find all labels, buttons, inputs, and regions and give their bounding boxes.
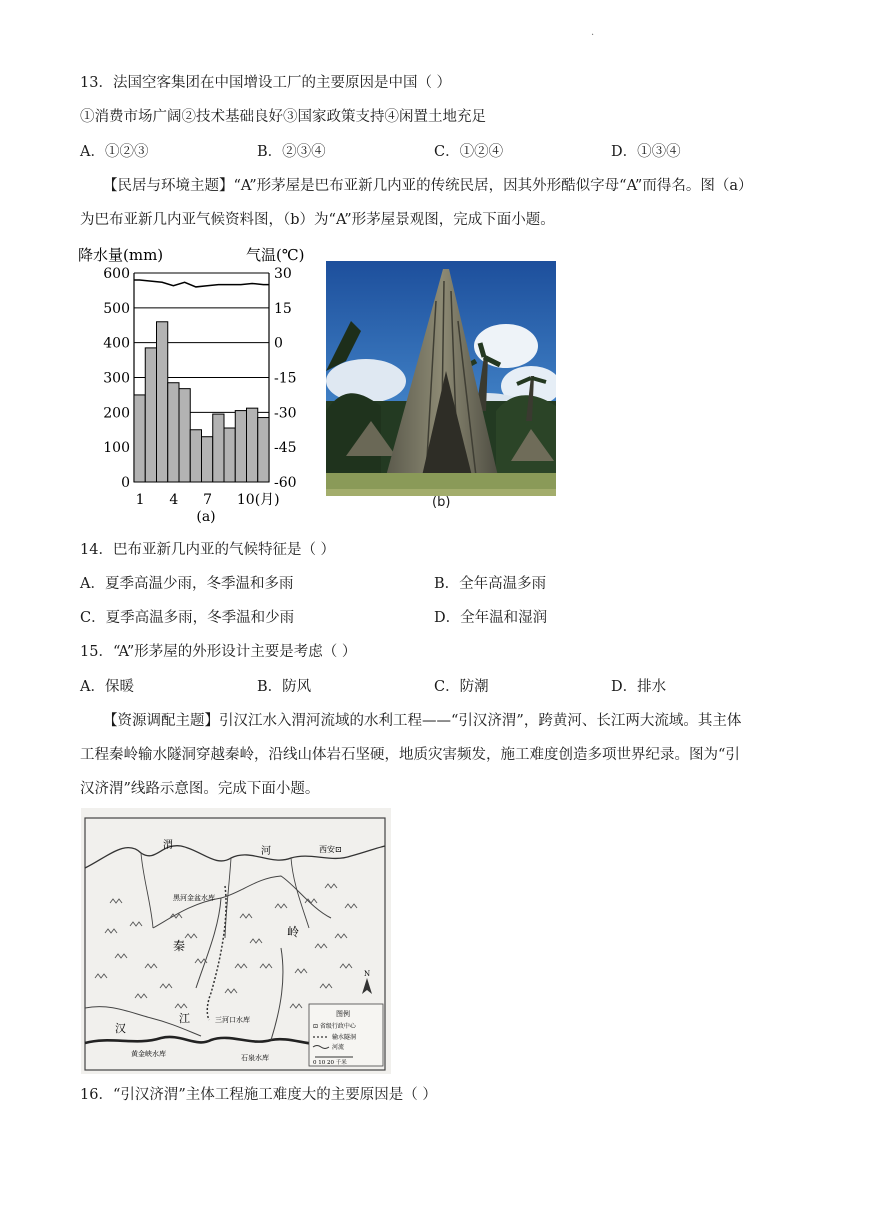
q15-option-b[interactable]: B．防风 [257,679,312,695]
left-tick-label: 0 [121,475,130,491]
q15-stem: 15．“A”形茅屋的外形设计主要是考虑（ ） [80,644,357,660]
right-tick-label: -15 [274,370,297,387]
q14-stem: 14．巴布亚新几内亚的气候特征是（ ） [80,542,336,558]
reservoir-heihe: 黑河金盆水库 [173,894,215,902]
photo-caption: (b) [432,495,451,510]
left-tick-label: 600 [103,266,130,282]
a-frame-hut-photo [326,261,556,496]
passage1-line1: 【民居与环境主题】“A”形茅屋是巴布亚新几内亚的传统民居，因其外形酷似字母“A”而得名。图（a） [103,178,753,194]
north-label: N [364,970,371,978]
q14-option-b[interactable]: B．全年高温多雨 [434,576,547,592]
q14-option-a[interactable]: A．夏季高温少雨，冬季温和多雨 [80,576,294,592]
left-tick-label: 100 [103,440,130,457]
legend-capital: ⊡ 省级行政中心 [313,1023,356,1030]
precip-bar [224,428,235,482]
han-label: 汉 [115,1022,126,1035]
reservoir-shiquan: 石泉水库 [241,1054,269,1062]
passage2-line1: 【资源调配主题】引汉江水入渭河流域的水利工程——“引汉济渭”，跨黄河、长江两大流域。其主体 [103,713,742,729]
left-tick-label: 400 [103,335,130,352]
passage2-line3: 汉济渭”线路示意图。完成下面小题。 [80,781,320,797]
left-tick-label: 500 [103,300,130,317]
precip-bar [247,408,258,482]
q15-option-a[interactable]: A．保暖 [80,679,134,695]
right-tick-label: -30 [274,405,297,422]
precip-bar [235,411,246,482]
right-tick-label: 15 [274,300,292,317]
month-tick-label: 10(月) [236,492,280,508]
right-tick-label: 30 [274,266,292,282]
temp-axis-label: 气温(℃) [246,246,305,264]
reservoir-huangjinxia: 黄金峡水库 [131,1050,166,1058]
q13-option-c[interactable]: C．①②④ [434,144,504,160]
q13-option-d[interactable]: D．①③④ [611,144,681,160]
jiang-label: 江 [179,1012,190,1025]
q13-option-a[interactable]: A．①②③ [80,144,149,160]
xian-label: 西安⊡ [319,845,342,854]
q13-stem: 13．法国空客集团在中国增设工厂的主要原因是中国（ ） [80,75,452,91]
q15-option-d[interactable]: D．排水 [611,679,667,695]
ling-label: 岭 [287,925,300,939]
q13-option-b[interactable]: B．②③④ [257,144,326,160]
right-tick-label: 0 [274,335,283,352]
month-tick-label: 4 [169,492,179,508]
left-tick-label: 300 [103,370,130,387]
route-map [81,808,391,1074]
right-tick-label: -60 [274,475,297,491]
precip-bar [190,430,201,482]
precip-bar [202,437,213,482]
passage2-line2: 工程秦岭输水隧洞穿越秦岭，沿线山体岩石坚硬，地质灾害频发，施工难度创造多项世界纪录。图为“引 [80,747,740,763]
legend-river: 河流 [332,1044,345,1051]
precip-axis-label: 降水量(mm) [78,246,164,264]
precip-bar [213,414,224,482]
precip-bar [258,418,269,482]
temperature-line [134,280,269,287]
precip-bar [134,395,145,482]
passage1-line2: 为巴布亚新几内亚气候资料图，（b）为“A”形茅屋景观图，完成下面小题。 [80,212,555,228]
precip-bar [157,322,168,482]
reservoir-sanhekou: 三河口水库 [215,1016,250,1024]
legend-tunnel: 输水隧洞 [332,1034,357,1041]
q14-option-d[interactable]: D．全年温和湿润 [434,610,548,626]
right-tick-label: -45 [274,440,297,457]
wei-label: 渭 [163,840,173,851]
q13-items: ①消费市场广阔②技术基础良好③国家政策支持④闲置土地充足 [80,109,486,125]
precip-bar [179,389,190,482]
he-label: 河 [261,846,271,857]
qin-label: 秦 [173,939,186,953]
left-tick-label: 200 [103,405,130,422]
legend-title: 图例 [336,1010,350,1018]
q14-option-c[interactable]: C．夏季高温多雨，冬季温和少雨 [80,610,295,626]
legend-scale: 0 10 20 千米 [313,1060,347,1066]
climate-chart [76,240,306,530]
month-tick-label: 7 [203,492,213,508]
q16-stem: 16．“引汉济渭”主体工程施工难度大的主要原因是（ ） [80,1087,437,1103]
page-mark: · [591,30,595,41]
month-tick-label: 1 [135,492,145,508]
precip-bar [145,348,156,482]
q15-option-c[interactable]: C．防潮 [434,679,489,695]
precip-bar [168,383,179,482]
chart-caption: (a) [196,509,216,525]
